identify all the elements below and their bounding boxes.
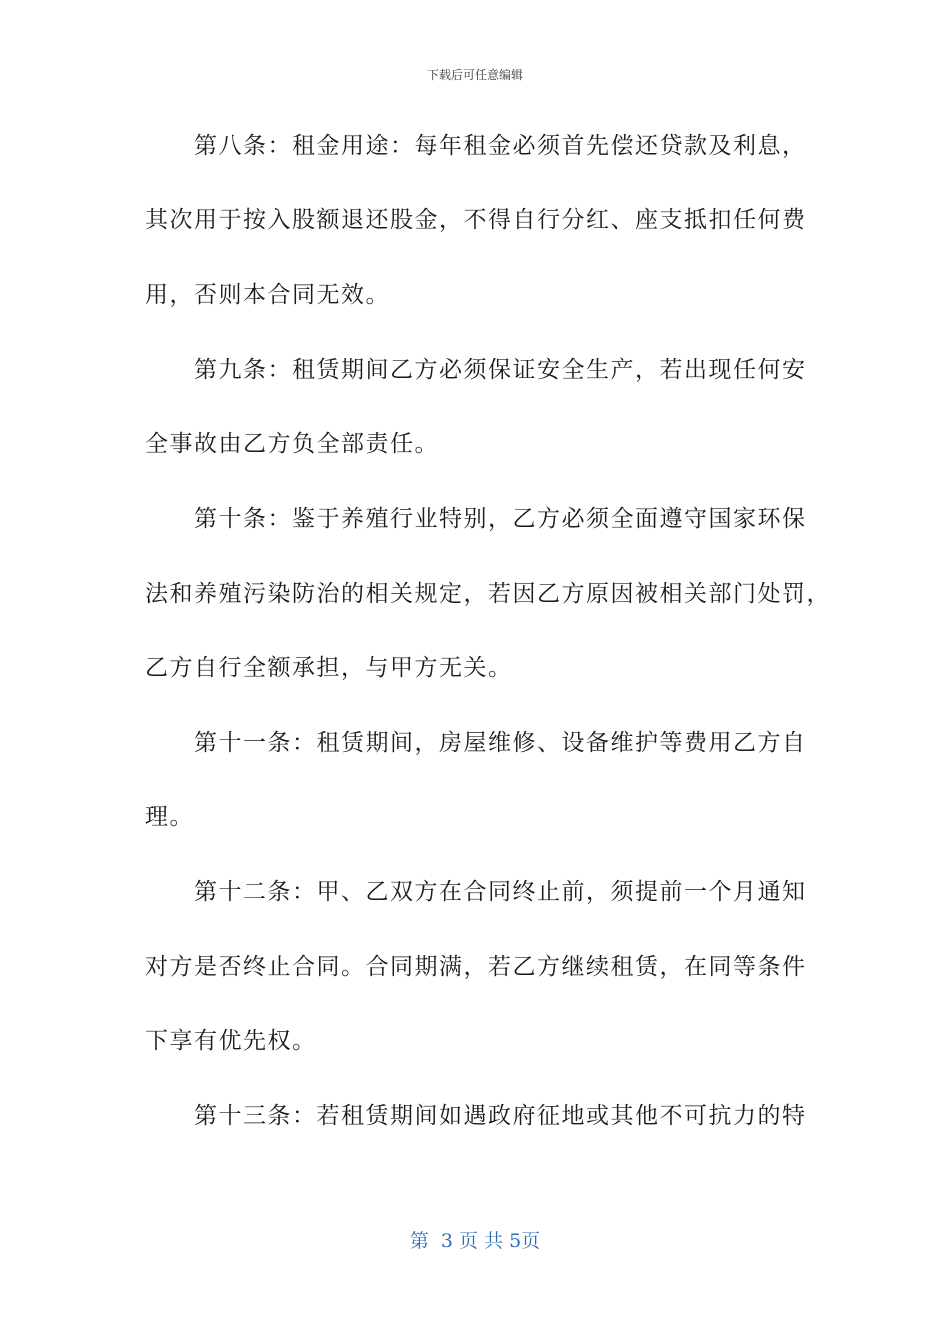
text-line: 第十三条：若租赁期间如遇政府征地或其他不可抗力的特 bbox=[145, 1103, 807, 1129]
text-line: 其次用于按入股额退还股金，不得自行分红、座支抵扣任何费 bbox=[145, 207, 807, 233]
text-line: 法和养殖污染防治的相关规定，若因乙方原因被相关部门处罚， bbox=[145, 581, 831, 607]
text-line: 第八条：租金用途：每年租金必须首先偿还贷款及利息， bbox=[145, 133, 807, 159]
text-line: 全事故由乙方负全部责任。 bbox=[145, 431, 439, 457]
text-line: 用，否则本合同无效。 bbox=[145, 282, 390, 308]
text-line: 第九条：租赁期间乙方必须保证安全生产，若出现任何安 bbox=[145, 357, 807, 383]
page-header-note: 下载后可任意编辑 bbox=[426, 68, 523, 82]
text-line: 第十条：鉴于养殖行业特别，乙方必须全面遵守国家环保 bbox=[145, 506, 807, 532]
text-line: 第十二条：甲、乙双方在合同终止前，须提前一个月通知 bbox=[145, 879, 807, 905]
page-footer bbox=[0, 1226, 950, 1253]
page-number: 第 3 页 共 5页 bbox=[409, 1230, 541, 1252]
text-line: 下享有优先权。 bbox=[145, 1028, 317, 1054]
text-line: 乙方自行全额承担，与甲方无关。 bbox=[145, 655, 513, 681]
text-line: 理。 bbox=[145, 804, 194, 830]
text-line: 第十一条：租赁期间，房屋维修、设备维护等费用乙方自 bbox=[145, 730, 807, 756]
text-line: 对方是否终止合同。合同期满，若乙方继续租赁，在同等条件 bbox=[145, 954, 807, 980]
